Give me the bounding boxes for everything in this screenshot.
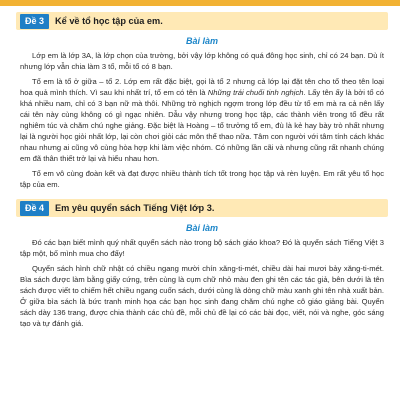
essay-title: Bài làm — [185, 223, 218, 233]
essay-paragraph — [20, 50, 384, 72]
essay-paragraph — [20, 263, 384, 329]
italic-name-text: Những trái chuối tinh nghịch — [207, 88, 304, 97]
exercise-section-3 — [20, 12, 384, 190]
essay-paragraph — [20, 76, 384, 164]
paragraph-text: Quyển sách hình chữ nhật có chiều ngang mười chín xăng-ti-mét, chiều dài hai mươi bảy xăng-ti-mét. Bìa sách được làm bằng giấy cứng, trên cùng là cụm chữ nhỏ màu đen ghi tên các tác giả, bên dưới là tên sách được viết to chiếm hết chiều ngang cuốn sách, dưới cùng là dòng chữ màu xanh ghi tên nhà xuất bản. Ở giữa bìa sách là bức tranh minh họa các bạn học sinh đang chăm chú nghe cô giáo giảng bài. Quyển sách dày 136 trang, được chia thành các chủ đề, mỗi chủ đề lại có các bài đọc, viết, nói và nghe, góc sáng tạo và tự đánh giá. — [20, 264, 384, 328]
essay-paragraph — [20, 237, 384, 259]
paragraph-text: Đó các bạn biết mình quý nhất quyển sách nào trong bộ sách giáo khoa? Đó là quyển sách Tiếng Việt 3 tập một, bố mình mua cho đấy! — [20, 238, 384, 258]
document-page — [20, 12, 384, 338]
exercise-banner — [16, 199, 388, 217]
exercise-section-4 — [20, 199, 384, 329]
exercise-prompt: Em yêu quyển sách Tiếng Việt lớp 3. — [55, 203, 215, 213]
exercise-badge: Đề 3 — [20, 14, 49, 29]
exercise-prompt: Kể về tổ học tập của em. — [55, 16, 163, 26]
paragraph-text: Tổ em là tổ ở giữa – tổ 2. Lớp em rất đặc biệt, gọi là tổ 2 nhưng cả lớp lại đặt tên cho tổ theo tên loại hoa quả mình thích. Vì sau khi nhất trí, tổ em có tên là — [20, 77, 384, 97]
paragraph-text: . Lấy tên ấy là bởi tổ có khá nhiều nam, chỉ có 3 bạn nữ mà thôi. Những trò nghịch ngợm trong lớp đều từ tổ em mà ra cả nên lấy cái tên này cùng không có gì ngạc nhiên. Dẫu vậy nhưng trong học tập, các thành viên trong tổ đều rất nghiêm túc và chăm chú nghe giảng. Đặc biệt là Hoàng – tổ trưởng tổ em, đù là kẻ hay bày trò nhất nhưng lại là người học giỏi nhất lớp, lại còn chơi giỏi các môn thể thao nữa. Tâm con người với tâm tính cách khác nhau nhưng ai cũng vô cùng hòa hợp khi làm việc nhóm. Có những lần cãi và nhưng cũng rất nhanh chúng em đã thân thiết trở lại và hiểu nhau hơn. — [20, 88, 384, 163]
essay-title: Bài làm — [185, 36, 218, 46]
top-accent-strip — [0, 0, 400, 6]
paragraph-text: Lớp em là lớp 3A, là lớp chọn của trường, bởi vậy lớp không có quá đông học sinh, chỉ có 24 bạn. Dù ít nhưng lớp vẫn chia làm 3 tổ, mỗi tổ có 8 bạn. — [20, 51, 384, 71]
essay-paragraph — [20, 168, 384, 190]
exercise-badge: Đề 4 — [20, 201, 49, 216]
paragraph-text: Tổ em vô cùng đoàn kết và đạt được nhiều thành tích tốt trong học tập và rèn luyện. Em rất yêu tổ học tập của em. — [20, 169, 384, 189]
exercise-banner — [16, 12, 388, 30]
